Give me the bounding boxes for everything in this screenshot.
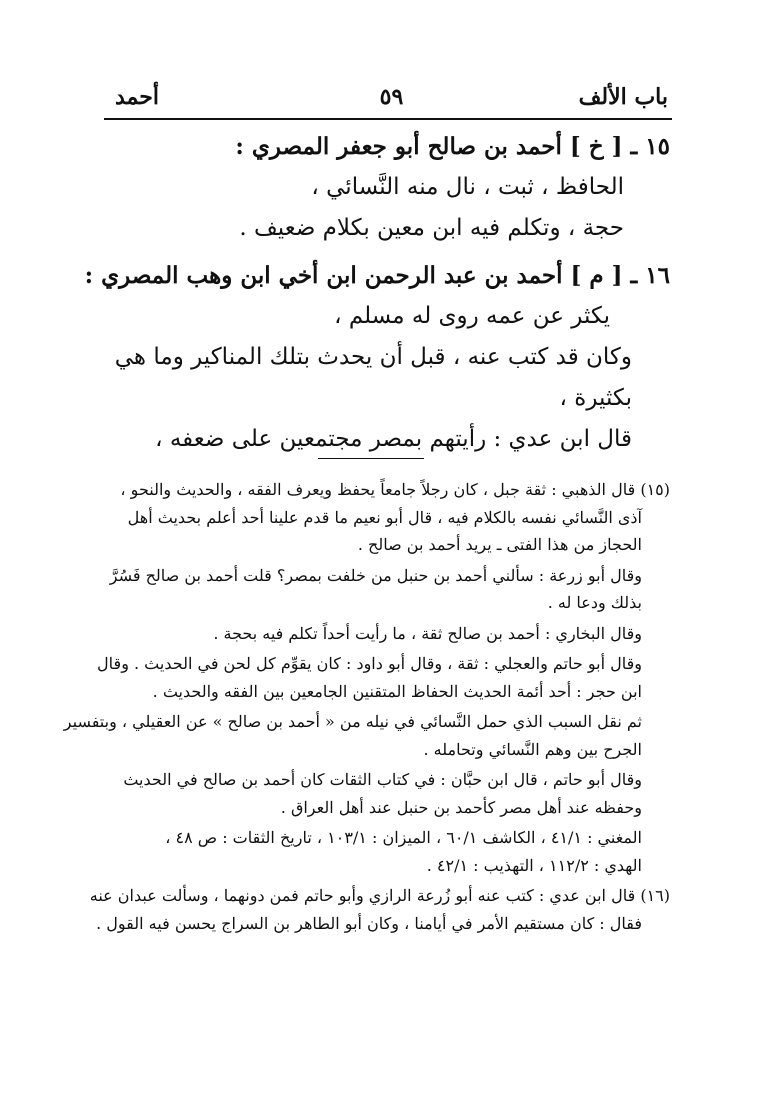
footnote-line: ابن حجر : أحد أئمة الحديث الحفاظ المتقنين الجامعين بين الفقه والحديث . [152,681,642,701]
footnote-line: وقال أبو حاتم والعجلي : ثقة ، وقال أبو داود : كان يقوِّم كل لحن في الحديث . وقال [97,654,642,673]
footnote-16 [89,882,670,937]
footnote-15 [63,476,670,879]
page-header [115,76,668,116]
footnote-line: الهدي : ١١٢/٢ ، التهذيب : ٤٢/١ . [426,855,642,875]
footnote-line: بذلك ودعا له . [547,593,642,612]
footnote-line: الحجاز من هذا الفتى ـ يريد أحمد بن صالح . [357,535,642,554]
entry-line: وكان قد كتب عنه ، قبل أن يحدث بتلك المناكير وما هي [114,344,632,370]
entry-16 [84,255,670,460]
entry-15 [100,126,670,249]
footnote-line: فقال : كان مستقيم الأمر في أيامنا ، وكان أبو الطاهر بن السراج يحسن فيه القول . [96,913,642,933]
entry-line: بكثيرة ، [559,385,632,411]
footnote-line: الجرح بين وهم النَّسائي وتحامله . [423,739,642,759]
footnotes [63,476,670,937]
header-rule [104,118,672,120]
entry-line: حجة ، وتكلم فيه ابن معين بكلام ضعيف . [239,215,624,241]
entry-heading: ١٥ ـ [ خ ] أحمد بن صالح أبو جعفر المصري : [235,133,670,160]
footnote-line: وقال أبو زرعة : سألني أحمد بن حنبل من خلفت بمصر؟ قلت أحمد بن صالح فَسُرَّ [109,565,642,585]
footnote-line: آذى النَّسائي نفسه بالكلام فيه ، قال أبو نعيم ما قدم علينا أحد أعلم بحديث أهل [127,507,642,527]
footnote-line: وقال البخاري : أحمد بن صالح ثقة ، ما رأيت أحداً تكلم فيه بحجة . [213,623,642,643]
footnote-rule [318,458,424,459]
entry-heading: ١٦ ـ [ م ] أحمد بن عبد الرحمن ابن أخي ابن وهب المصري : [84,262,670,289]
footnote-line: (١٦) قال ابن عدي : كتب عنه أبو زُرعة الرازي وأبو حاتم فمن دونهما ، وسألت عبدان عنه [89,886,670,905]
page-number: ٥٩ [379,84,404,110]
main-text [84,126,670,460]
footnote-line: ثم نقل السبب الذي حمل النَّسائي في نيله من « أحمد بن صالح » عن العقيلي ، وبتفسير [63,712,642,731]
entry-line: الحافظ ، ثبت ، نال منه النَّسائي ، [311,174,624,200]
section-title: أحمد [115,84,159,110]
footnote-line: (١٥) قال الذهبي : ثقة جبل ، كان رجلاً جامعاً يحفظ ويعرف الفقه ، والحديث والنحو ، [120,480,670,499]
footnote-line: المغني : ٤١/١ ، الكاشف ٦٠/١ ، الميزان : ١٠٣/١ ، تاريخ الثقات : ص ٤٨ ، [165,828,642,847]
chapter-title: باب الألف [578,84,668,110]
entry-line: يكثر عن عمه روى له مسلم ، [334,303,610,329]
footnote-line: وقال أبو حاتم ، قال ابن حبَّان : في كتاب الثقات كان أحمد بن صالح في الحديث [123,770,642,789]
entry-line: قال ابن عدي : رأيتهم بمصر مجتمعين على ضعفه ، [155,426,632,452]
footnote-line: وحفظه عند أهل مصر كأحمد بن حنبل عند أهل العراق . [280,797,642,817]
